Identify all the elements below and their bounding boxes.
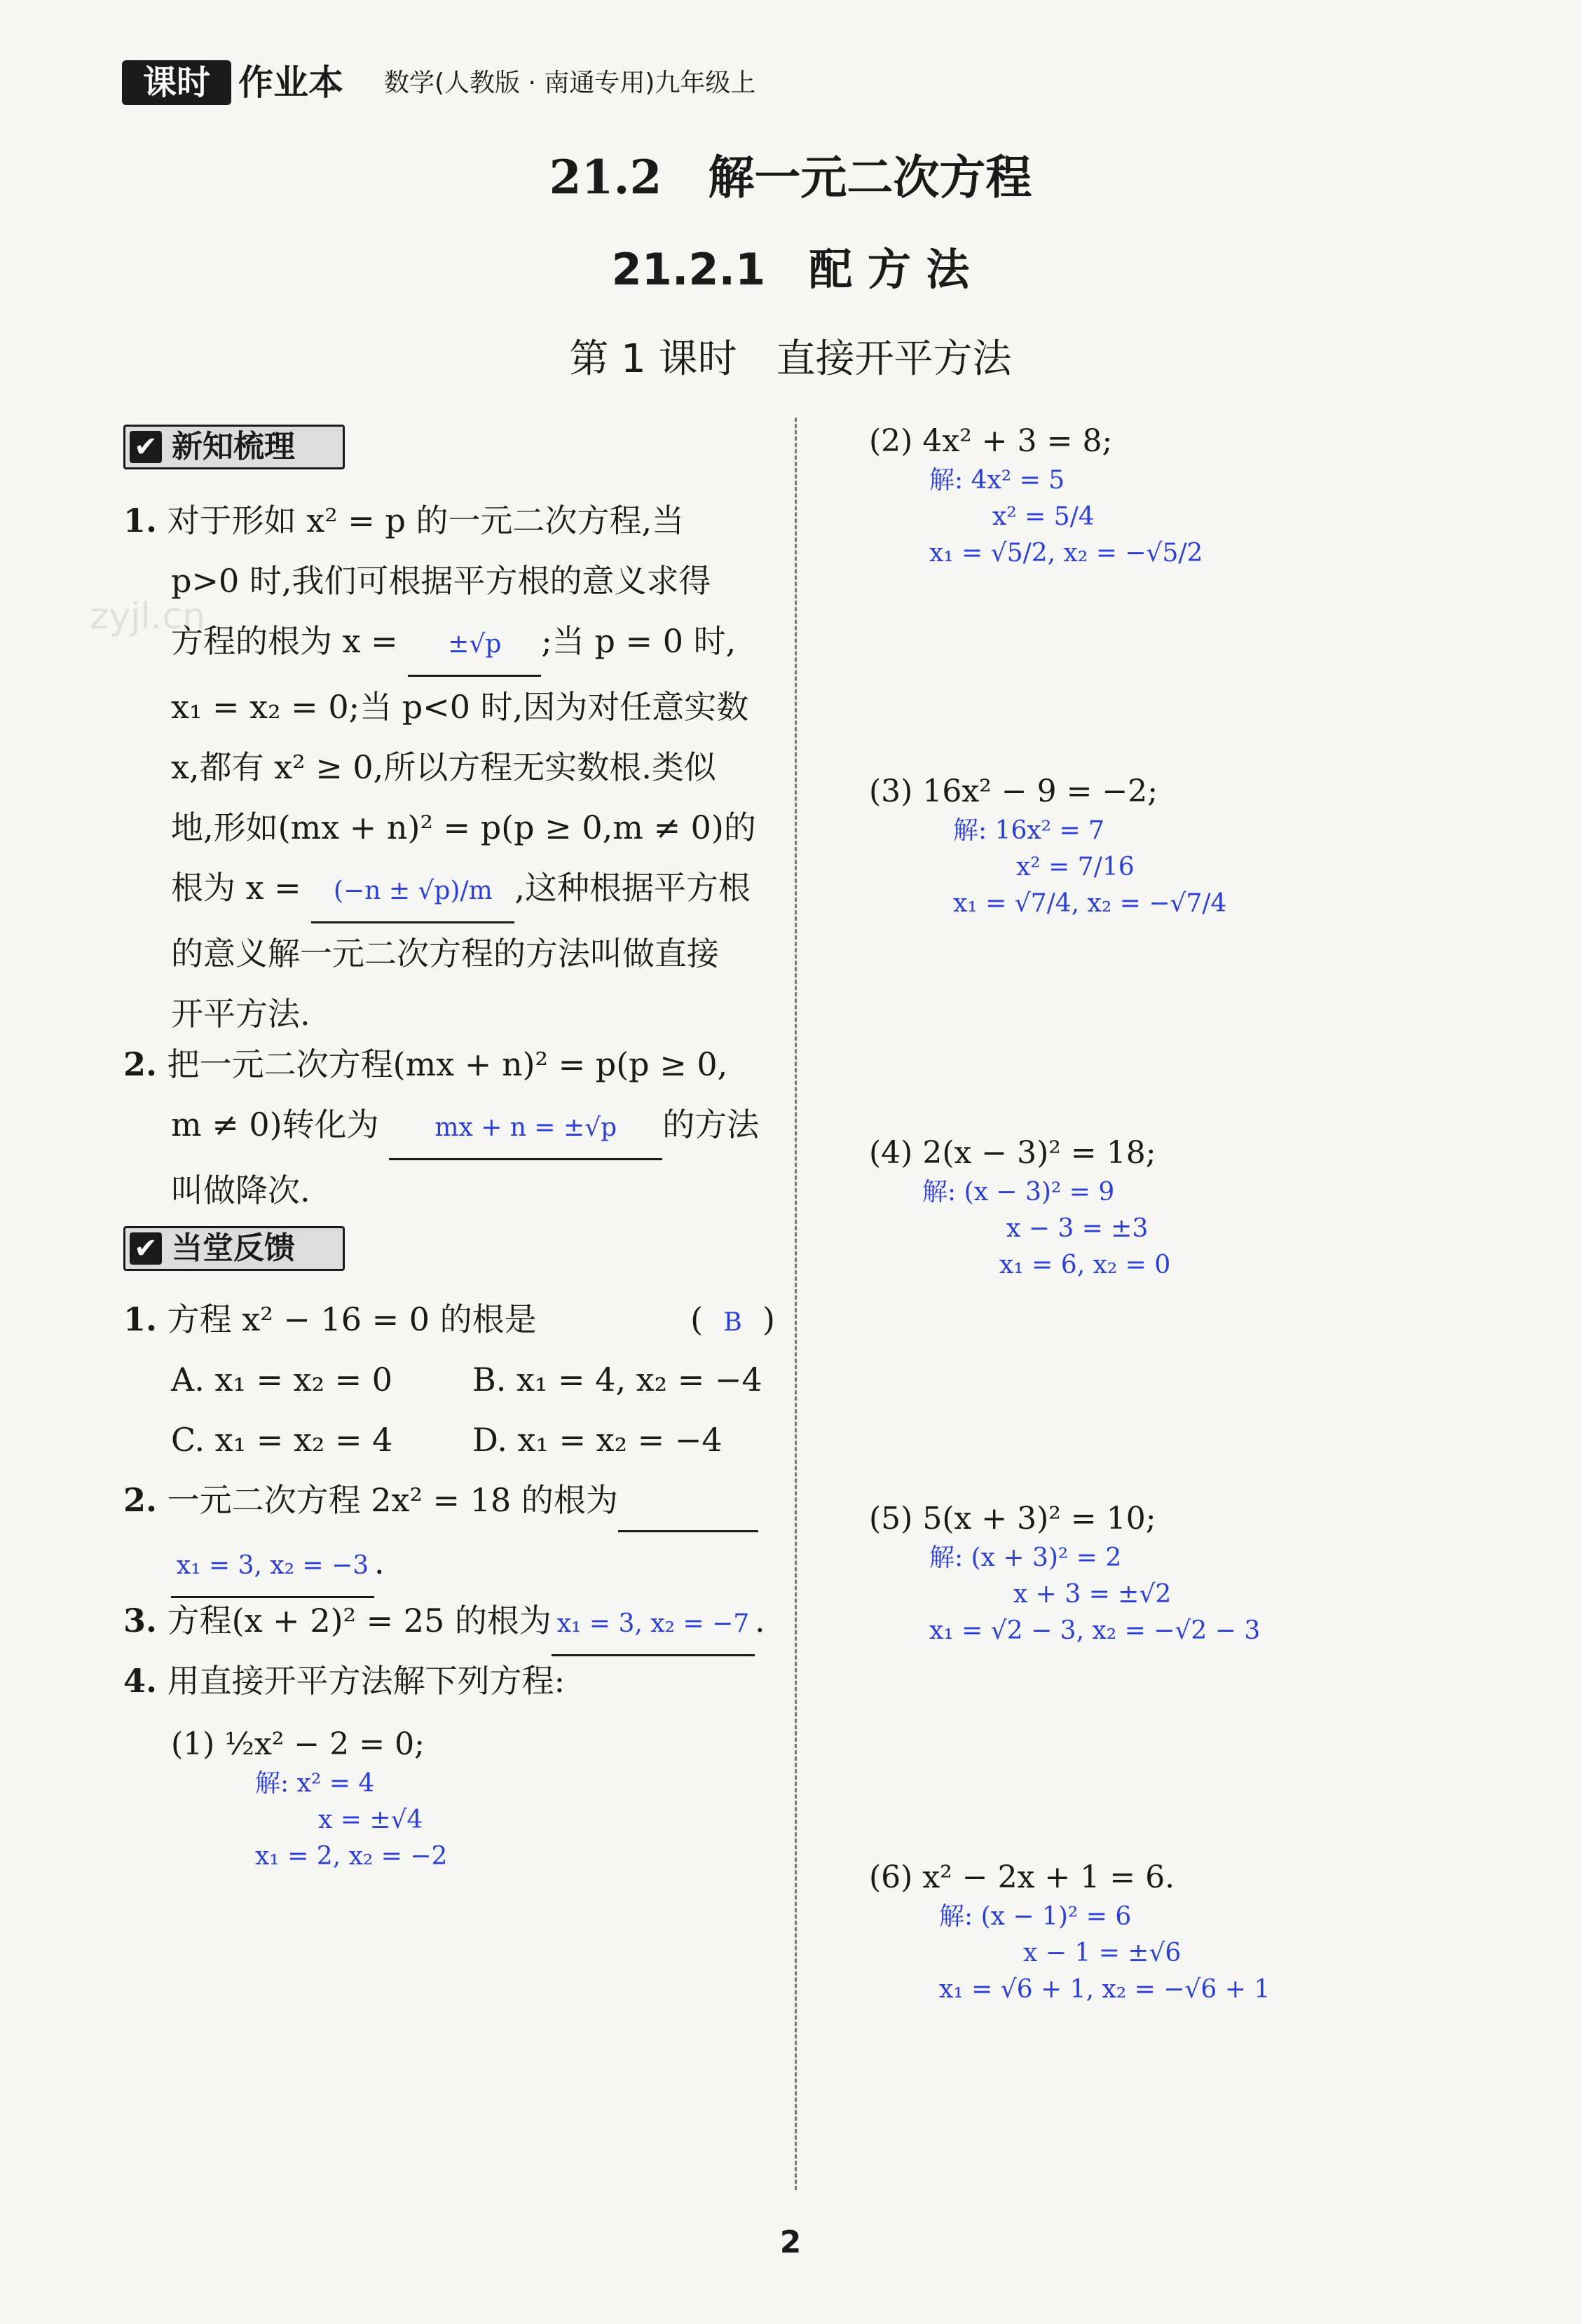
section-header-label: 当堂反馈 bbox=[172, 1230, 295, 1266]
q1-line: p>0 时,我们可根据平方根的意义求得 bbox=[171, 562, 711, 600]
q1-line: ;当 p = 0 时, bbox=[541, 622, 737, 660]
page-number: 2 bbox=[779, 2225, 802, 2260]
solution-step: x₁ = √2 − 3, x₂ = −√2 − 3 bbox=[929, 1616, 1261, 1645]
solution-step: x² = 5/4 bbox=[992, 502, 1095, 531]
answer-bracket: ( B ) bbox=[690, 1300, 775, 1338]
problem-label: (4) bbox=[869, 1135, 913, 1171]
option-a: A. x₁ = x₂ = 0 bbox=[171, 1361, 393, 1398]
q1-line: 的意义解一元二次方程的方法叫做直接 bbox=[171, 935, 719, 972]
watermark: zyjl.cn bbox=[90, 596, 206, 638]
solution-step: 解: x² = 4 bbox=[255, 1769, 375, 1798]
answer-blank bbox=[311, 858, 514, 923]
q2-line: 叫做降次. bbox=[171, 1171, 310, 1209]
check-icon: ✔ bbox=[130, 431, 162, 463]
knowledge-q1: 1. 对于形如 x² = p 的一元二次方程,当 p>0 时,我们可根据平方根的意义求得 方程的根为 x = ±√p ;当 p = 0 时, x₁ = x₂ = 0;当 p<0 时,因为对任意实数 x,都有 x² ≥ 0,所以方程无实数根.类似 地,形如(mx + n)² = p(p ≥ 0,m ≠ 0)的 根为 x = (−n ± √p)/m ,这种根据平方根 的意义解一元二次方程的方法叫做直接 开平方法. bbox=[123, 490, 782, 1044]
problem-equation: x² − 2x + 1 = 6. bbox=[922, 1859, 1175, 1895]
feedback-q3: 3. 方程(x + 2)² = 25 的根为 x₁ = 3, x₂ = −7 . bbox=[123, 1590, 796, 1656]
feedback-q1: 1. 方程 x² − 16 = 0 的根是 ( B ) A. x₁ = x₂ = 0 B. x₁ = 4, x₂ = −4 C. x₁ = x₂ = 4 D. x₁ = x₂ = −4 bbox=[123, 1289, 782, 1470]
q1-line: 对于形如 x² = p 的一元二次方程,当 bbox=[167, 502, 685, 539]
problem-4-1 bbox=[171, 1724, 447, 1875]
section-header-feedback bbox=[123, 1226, 345, 1271]
solution-step: x₁ = √7/4, x₂ = −√7/4 bbox=[953, 889, 1227, 918]
solution-step: 解: (x − 3)² = 9 bbox=[922, 1178, 1115, 1206]
q1-line: 方程的根为 x = bbox=[171, 622, 398, 660]
solution-step: x₁ = √5/2, x₂ = −√5/2 bbox=[929, 539, 1203, 568]
lesson-title: 第 1 课时 直接开平方法 bbox=[569, 336, 1012, 382]
handwritten-answer: x₁ = 3, x₂ = −7 bbox=[556, 1609, 750, 1638]
handwritten-answer: x₁ = 3, x₂ = −3 bbox=[176, 1551, 369, 1580]
question-stem: 用直接开平方法解下列方程: bbox=[167, 1662, 566, 1700]
q1-line: x,都有 x² ≥ 0,所以方程无实数根.类似 bbox=[171, 748, 716, 786]
option-b: B. x₁ = 4, x₂ = −4 bbox=[472, 1361, 762, 1398]
book-logo: 课时 bbox=[122, 60, 231, 105]
problem-equation: ½x² − 2 = 0; bbox=[224, 1726, 425, 1762]
q1-line: x₁ = x₂ = 0;当 p<0 时,因为对任意实数 bbox=[171, 688, 749, 726]
question-stem: 一元二次方程 2x² = 18 的根为 bbox=[167, 1481, 618, 1519]
option-c: C. x₁ = x₂ = 4 bbox=[171, 1421, 393, 1459]
answer-blank bbox=[171, 1532, 374, 1598]
problem-equation: 2(x − 3)² = 18; bbox=[922, 1135, 1156, 1171]
q1-line: 地,形如(mx + n)² = p(p ≥ 0,m ≠ 0)的 bbox=[171, 809, 756, 846]
handwritten-answer: (−n ± √p)/m bbox=[333, 876, 493, 905]
handwritten-answer: ±√p bbox=[448, 630, 502, 659]
q1-line: 开平方法. bbox=[171, 995, 310, 1033]
solution-step: x₁ = 2, x₂ = −2 bbox=[255, 1842, 448, 1871]
section-header-label: 新知梳理 bbox=[172, 429, 295, 465]
section-header-new-knowledge bbox=[123, 425, 345, 469]
problem-label: (3) bbox=[869, 773, 913, 809]
problem-4-6 bbox=[869, 1857, 1270, 2008]
solution-step: x − 3 = ±3 bbox=[1006, 1214, 1149, 1243]
column-divider bbox=[795, 418, 797, 2190]
handwritten-answer: B bbox=[723, 1308, 742, 1337]
q2-line: m ≠ 0)转化为 bbox=[171, 1106, 379, 1143]
solution-step: 解: (x − 1)² = 6 bbox=[939, 1902, 1132, 1931]
option-d: D. x₁ = x₂ = −4 bbox=[472, 1421, 723, 1459]
solution-step: 解: 4x² = 5 bbox=[929, 466, 1065, 495]
subject-label: 数学(人教版 · 南通专用)九年级上 bbox=[384, 69, 756, 97]
knowledge-q2: 2. 把一元二次方程(mx + n)² = p(p ≥ 0, m ≠ 0)转化为 mx + n = ±√p 的方法 叫做降次. bbox=[123, 1034, 782, 1221]
problem-4-4 bbox=[869, 1132, 1170, 1284]
feedback-q2: 2. 一元二次方程 2x² = 18 的根为 x₁ = 3, x₂ = −3 . bbox=[123, 1470, 782, 1598]
question-stem: 方程 x² − 16 = 0 的根是 bbox=[167, 1300, 537, 1338]
problem-label: (6) bbox=[869, 1859, 913, 1895]
problem-4-5 bbox=[869, 1498, 1260, 1649]
solution-step: x − 1 = ±√6 bbox=[1023, 1939, 1182, 1967]
problem-equation: 4x² + 3 = 8; bbox=[922, 423, 1113, 459]
solution-step: x = ±√4 bbox=[318, 1806, 423, 1834]
problem-equation: 16x² − 9 = −2; bbox=[922, 773, 1158, 809]
answer-blank bbox=[552, 1590, 755, 1656]
answer-blank bbox=[408, 611, 541, 677]
q1-line: ,这种根据平方根 bbox=[514, 869, 751, 907]
solution-step: x + 3 = ±√2 bbox=[1013, 1580, 1172, 1609]
answer-blank bbox=[389, 1094, 662, 1160]
q2-line: 把一元二次方程(mx + n)² = p(p ≥ 0, bbox=[167, 1045, 728, 1083]
book-name: 作业本 bbox=[238, 62, 343, 103]
solution-step: 解: (x + 3)² = 2 bbox=[929, 1543, 1122, 1572]
check-icon: ✔ bbox=[130, 1232, 162, 1265]
feedback-q4: 4. 用直接开平方法解下列方程: bbox=[123, 1662, 566, 1700]
problem-4-2 bbox=[869, 420, 1203, 572]
problem-label: (2) bbox=[869, 423, 913, 459]
subsection-title: 21.2.1 配 方 法 bbox=[611, 244, 970, 295]
problem-4-3 bbox=[869, 771, 1226, 922]
question-stem: 方程(x + 2)² = 25 的根为 bbox=[167, 1602, 552, 1639]
q1-line: 根为 x = bbox=[171, 869, 301, 907]
section-title: 21.2 解一元二次方程 bbox=[549, 150, 1032, 205]
problem-label: (5) bbox=[869, 1501, 913, 1536]
solution-step: x² = 7/16 bbox=[1016, 853, 1135, 881]
solution-step: x₁ = √6 + 1, x₂ = −√6 + 1 bbox=[939, 1975, 1271, 2004]
problem-equation: 5(x + 3)² = 10; bbox=[922, 1501, 1156, 1536]
q2-line: 的方法 bbox=[662, 1106, 760, 1143]
solution-step: 解: 16x² = 7 bbox=[953, 816, 1105, 845]
handwritten-answer: mx + n = ±√p bbox=[434, 1113, 617, 1142]
solution-step: x₁ = 6, x₂ = 0 bbox=[999, 1251, 1171, 1279]
answer-blank bbox=[618, 1470, 758, 1532]
problem-label: (1) bbox=[171, 1726, 215, 1762]
